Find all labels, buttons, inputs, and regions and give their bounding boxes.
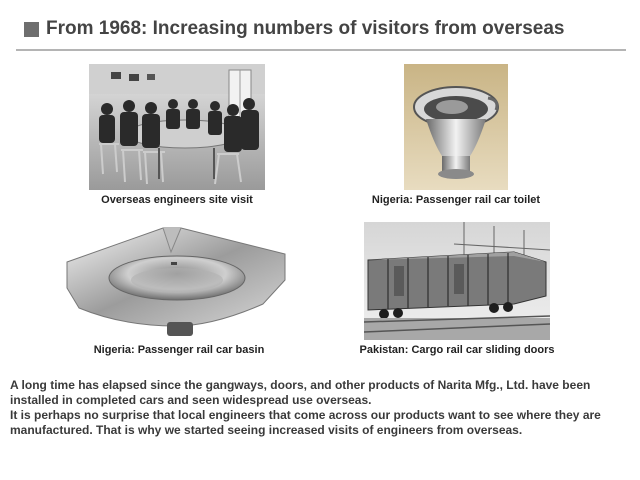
slide-header (24, 18, 564, 40)
page-title: From 1968: Increasing numbers of visitors from overseas (46, 18, 565, 39)
photo-caption: Overseas engineers site visit (101, 194, 253, 206)
photo-caption: Nigeria: Passenger rail car toilet (371, 194, 541, 206)
photo-caption: Pakistan: Cargo rail car sliding doors (359, 344, 555, 356)
title-bullet-square (24, 22, 39, 37)
cargo-rail-car-photo (364, 222, 550, 340)
title-divider (16, 49, 626, 51)
photo-caption: Nigeria: Passenger rail car basin (93, 344, 265, 356)
body-paragraph: It is perhaps no surprise that local engineers that come across our products want to see where they are manufactured. That is why we started seeing increased visits of engineers from overseas. (10, 408, 601, 437)
rail-car-basin-photo (63, 222, 288, 338)
body-text (10, 378, 635, 438)
engineers-meeting-photo (89, 64, 265, 190)
rail-car-toilet-photo (404, 64, 508, 190)
body-paragraph: A long time has elapsed since the gangways, doors, and other products of Narita Mfg., Ltd. have been installed in completed cars and seen widespread use overseas. (10, 378, 591, 407)
